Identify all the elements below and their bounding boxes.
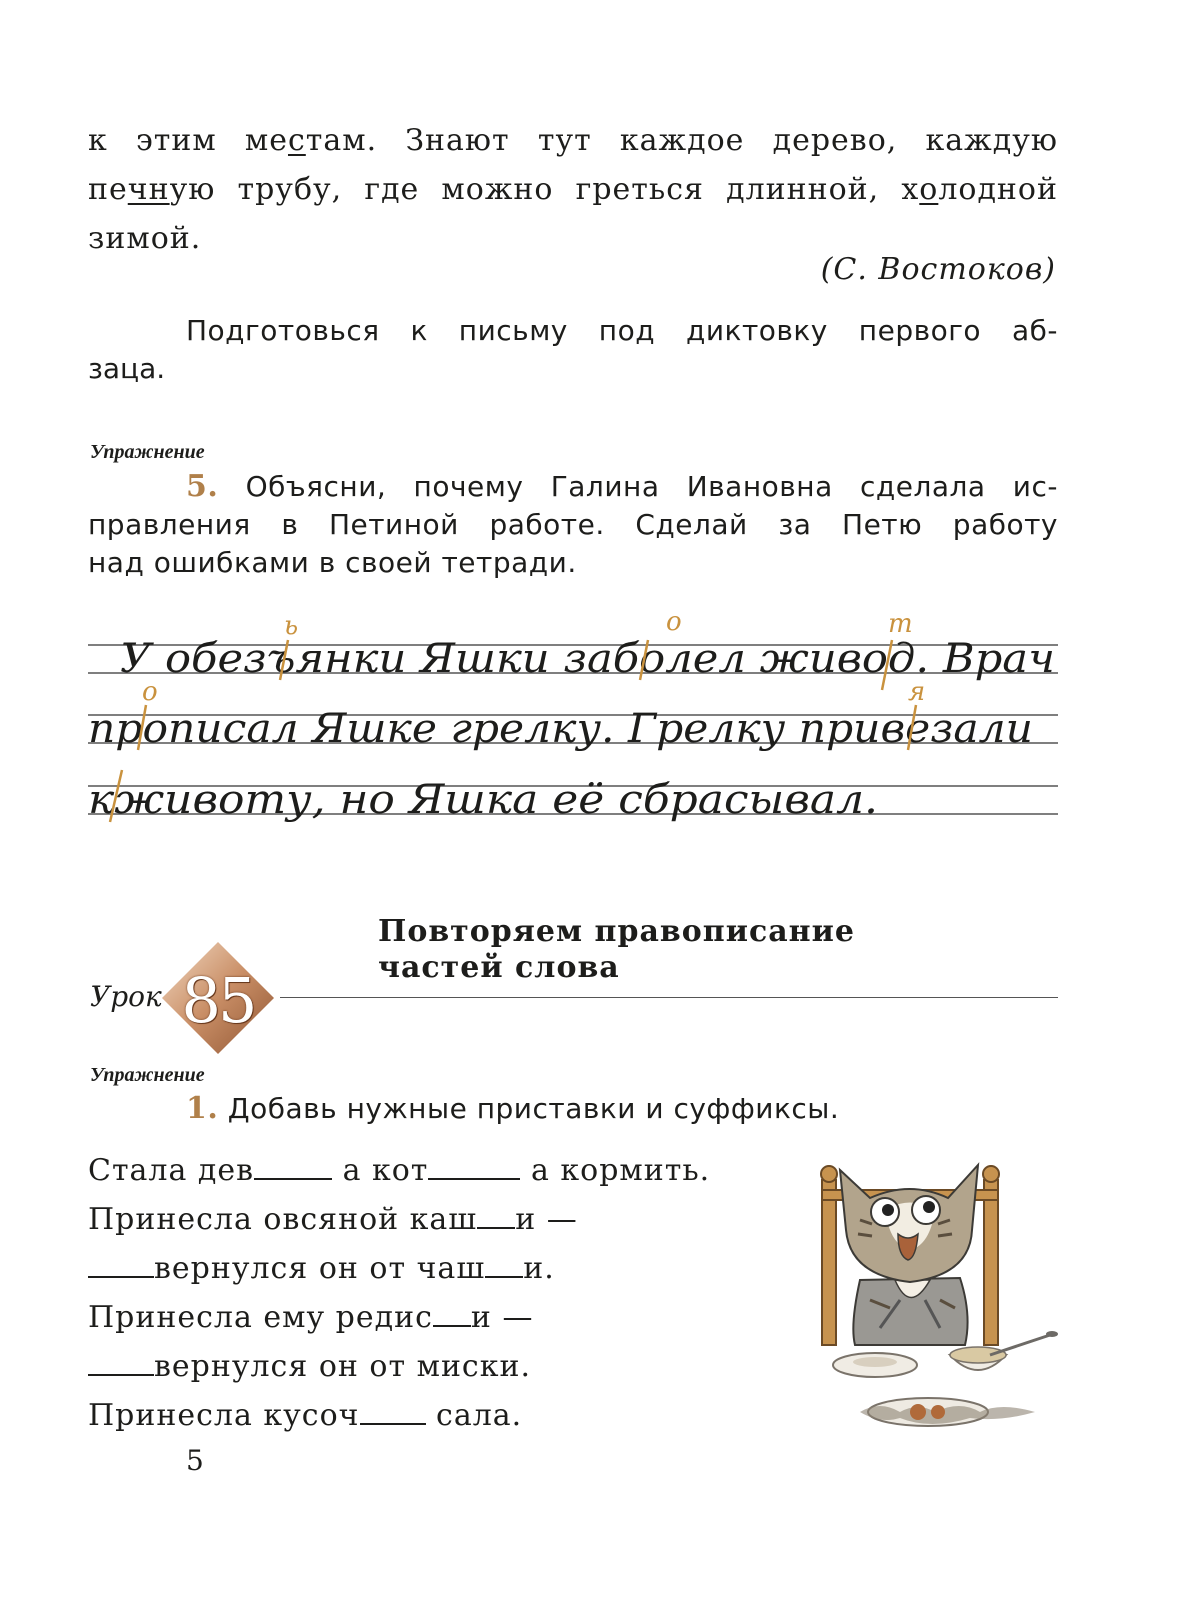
handwriting-copybook [80,600,1070,850]
poem-line: Принесла ему редис и — [88,1300,534,1335]
underlined-letter: с [287,123,306,158]
instruction-line-2: заца. [88,352,166,385]
exercise-1-text: 1. Добавь нужные приставки и суффиксы. [186,1091,840,1126]
fill-blank[interactable] [88,1348,154,1376]
script-line-3: кживоту, но Яшка её сбрасывал. [88,777,878,823]
instruction-line-1: Подготовься к письму под диктовку первого аб- [186,314,1058,347]
fill-blank[interactable] [254,1152,332,1180]
correction-letter: о [666,607,682,637]
lesson-number: 85 [181,964,255,1037]
correction-letter: о [142,677,158,707]
fill-blank[interactable] [433,1299,471,1327]
exercise-5-line-1: 5. Объясни, почему Галина Ивановна сделала ис- [186,469,1058,504]
lesson-label: Урок [90,980,162,1013]
poem [88,1146,710,1440]
fill-blank[interactable] [485,1250,523,1278]
page-number: 5 [186,1444,204,1477]
script-line-1: У обезъянки Яшки заболел живод. Врач [120,636,1055,682]
underlined-letter: о [919,172,939,207]
poem-line: вернулся он от чаш и. [88,1244,710,1293]
correction-letter: ь [284,611,299,641]
exercise-label: Упражнение [90,441,205,463]
lesson-title: Повторяем правописание частей слова [378,914,855,985]
fill-blank[interactable] [88,1250,154,1278]
exercise-5-line-3: над ошибками в своей тетради. [88,546,577,579]
lesson-rule [280,997,1058,998]
story-line-1: к этим местам. Знают тут каждое дерево, каждую [88,123,1058,158]
cat-at-table-illustration [800,1150,1060,1440]
correction-letter: т [888,609,913,639]
poem-line: Принесла кусоч сала. [88,1398,523,1433]
fill-blank[interactable] [360,1397,426,1425]
poem-line: вернулся он от миски. [88,1342,710,1391]
fill-blank[interactable] [477,1201,515,1229]
lesson-badge [160,940,276,1056]
poem-line: Стала дев а кот а кормить. [88,1153,711,1188]
story-author: (С. Востоков) [820,252,1056,287]
fill-blank[interactable] [428,1152,520,1180]
underlined-letters: чн [127,172,170,207]
exercise-label: Упражнение [90,1064,205,1086]
script-line-2: прописал Яшке грелку. Грелку привезали [88,706,1033,752]
correction-letter: я [908,677,926,707]
exercise-number: 1. [186,1091,219,1126]
story-line-2: печную трубу, где можно греться длинной, холодной [88,172,1058,207]
exercise-5-line-2: правления в Петиной работе. Сделай за Петю работу [88,508,1058,541]
exercise-number: 5. [186,469,219,504]
poem-line: Принесла овсяной каш и — [88,1202,578,1237]
story-line-3: зимой. [88,221,202,256]
